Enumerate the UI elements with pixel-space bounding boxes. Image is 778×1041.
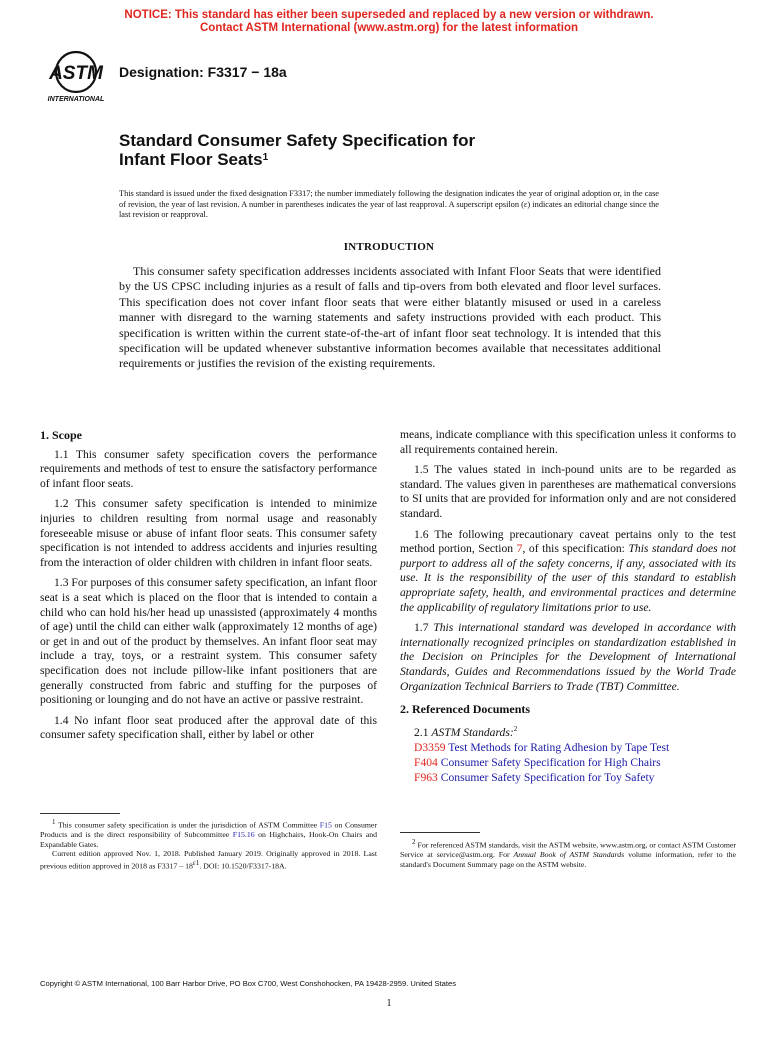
paragraph-1-5: 1.5 The values stated in inch-pound units are to be regarded as standard. The values given in parentheses are mathematical conversions to SI units that are provided for information only and are not considered standard. [400, 463, 736, 520]
reference-item[interactable] [414, 770, 736, 785]
paragraph-1-6: 1.6 The following precautionary caveat pertains only to the test method portion, Section 7, of this specification: This standard does not purport to address all of the safety concerns, if any, associated with its use. It is the responsibility of the user of this standard to establish appropriate safety, health, and environmental practices and determine the applicability of regulatory limitations prior to use. [400, 527, 736, 614]
reference-title-link[interactable]: Consumer Safety Specification for Toy Safety [440, 770, 655, 784]
paragraph-1-1: 1.1 This consumer safety specification covers the performance requirements and methods of test to ensure the satisfactory performance of infant floor seats. [40, 447, 377, 490]
f15-link[interactable]: F15 [319, 820, 332, 830]
astm-logo-icon [42, 48, 110, 106]
paragraph-1-7: 1.7 This international standard was developed in accordance with internationally recognized principles on standardization established in the Decision on Principles for the Development of International Standards, Guides and Recommendations issued by the World Trade Organization Technical Barriers to Trade (TBT) Committee. [400, 621, 736, 693]
title-line-2: Infant Floor Seats [119, 150, 263, 169]
footnote-divider-right [400, 832, 480, 833]
reference-code-link[interactable]: D3359 [414, 740, 446, 754]
paragraph-1-3: 1.3 For purposes of this consumer safety specification, an infant floor seat is a seat which is placed on the floor that is intended to contain a child who can hold his/her head up unassisted (approximately 4 months of age) until the child can either walk (approximately 12 months of age) or get in and out of the product by themselves. An infant floor seat may include a tray, toys, or a restraint system. This consumer safety specification does not include pillow-like infant positioners that are generally constructed from fabric and stuffing for the purposes of positioning or lounging and do not have an active or passive restraint. [40, 576, 377, 707]
section-7-link[interactable]: 7 [516, 542, 523, 556]
footnote-1: $^1$ This consumer safety specification is under the jurisdiction of ASTM Committee F15 on Consumer Products and is the direct responsibility of Subcommittee F15.16 on Highchairs, Hook-On Chairs and Expandable Gates. Current edition approved Nov. 1, 2018. Published January 2019. Originally approved in 2018. Last previous edition approved in 2018 as $F3317 - 18^{\varepsilon 1}$. DOI: 10.1520/F3317-18A. [40, 818, 377, 871]
referenced-documents-heading: 2. Referenced Documents [400, 702, 531, 717]
logo-mark: ASTM [49, 63, 103, 84]
footnote-divider-left [40, 813, 120, 814]
withdrawal-notice [0, 9, 778, 35]
issued-statement: This standard is issued under the fixed designation F3317; the number immediately following the designation indicates the year of original adoption or, in the case of revision, the year of last revision. A number in parentheses indicates the year of last reapproval. A superscript epsilon (ε) indicates an editorial change since the last revision or reapproval. [119, 189, 659, 219]
scope-heading: 1. Scope [40, 428, 82, 442]
paragraph-1-4: 1.4 No infant floor seat produced after the approval date of this consumer safety specification shall, either by label or other [40, 713, 377, 742]
logo-subtext: INTERNATIONAL [47, 96, 105, 103]
reference-title-link[interactable]: Test Methods for Rating Adhesion by Tape Test [448, 740, 670, 754]
page-number: 1 [386, 998, 392, 1009]
copyright-line: Copyright © ASTM International, 100 Barr Harbor Drive, PO Box C700, West Conshohocken, PA 19428-2959. United States [40, 979, 457, 988]
right-column [400, 428, 736, 785]
f15-16-link[interactable]: F15.16 [232, 830, 255, 840]
introduction-heading: INTRODUCTION [343, 241, 435, 253]
reference-title-link[interactable]: Consumer Safety Specification for High Chairs [440, 755, 661, 769]
reference-code-link[interactable]: F404 [414, 755, 438, 769]
reference-item[interactable] [414, 740, 736, 755]
reference-item[interactable] [414, 755, 736, 770]
paragraph-1-2: 1.2 This consumer safety specification is intended to minimize injuries to children resulting from normal usage and reasonably foreseeable misuse or abuse of infant floor seats. This consumer safety specification is not intended to address accidents and injuries resulting from the interaction of older children with children in infant floor seats. [40, 497, 377, 569]
astm-standards-subheading: 2.1 ASTM Standards:$^2$ [414, 724, 518, 739]
reference-code-link[interactable]: F963 [414, 770, 438, 784]
title-footnote-marker: 1 [262, 152, 269, 163]
notice-line-1: NOTICE: This standard has either been superseded and replaced by a new version or withdrawn. [124, 9, 654, 21]
footnote-2: $^2$ For referenced ASTM standards, visit the ASTM website, www.astm.org, or contact ASTM Customer Service at service@astm.org. For Annual Book of ASTM Standards volume information, refer to the standard's Document Summary page on the ASTM website. [400, 838, 736, 869]
left-column [40, 428, 377, 749]
notice-line-2: Contact ASTM International (www.astm.org) for the latest information [199, 22, 579, 34]
document-title [119, 131, 475, 169]
referenced-documents-list [414, 722, 736, 785]
title-line-1: Standard Consumer Safety Specification for [119, 131, 476, 150]
introduction-body: This consumer safety specification addresses incidents associated with Infant Floor Seats that were identified by the US CPSC including injuries as a result of falls and tip-overs from both elevated and floor level surfaces. This specification does not cover infant floor seats that were either blatantly misused or used in a careless manner with disregard to the warning statements and safety instructions provided with each product. This specification is written within the current state-of-the-art of infant floor seat technology. It is intended that this specification will be updated whenever substantive information becomes available that necessitates additional requirements or justifies the revision of the existing requirements. [119, 264, 661, 371]
paragraph-1-4-continued: means, indicate compliance with this specification unless it conforms to all requirements contained herein. [400, 428, 736, 456]
designation: Designation: F3317 − 18a [119, 64, 287, 80]
